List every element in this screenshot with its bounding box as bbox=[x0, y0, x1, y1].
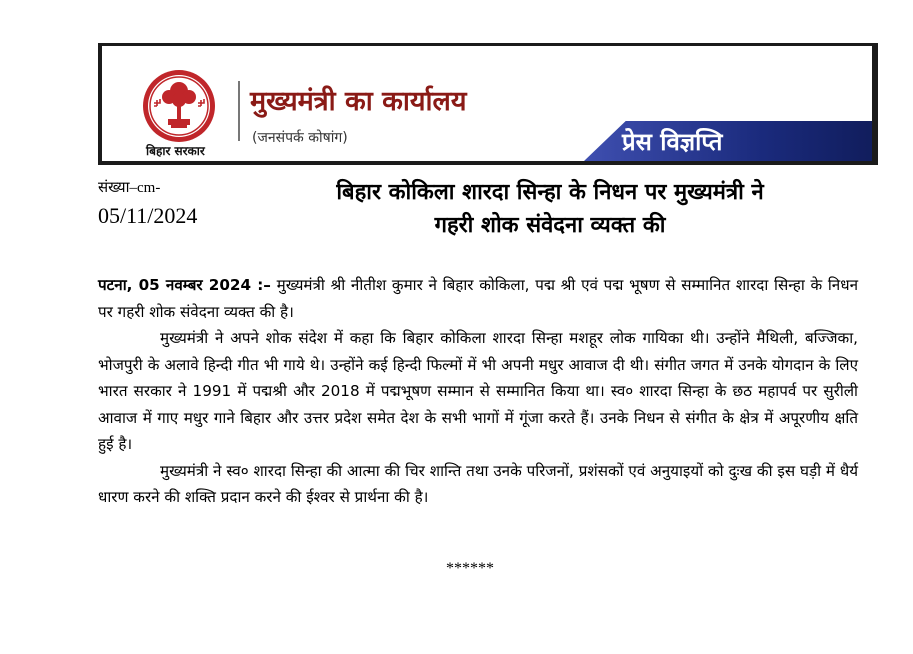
press-release-label: प्रेस विज्ञप्ति bbox=[622, 128, 723, 156]
press-release-body bbox=[98, 272, 858, 511]
headline-line-2: गहरी शोक संवेदना व्यक्त की bbox=[434, 213, 666, 238]
paragraph-1 bbox=[98, 272, 858, 325]
place-date: पटना, 05 नवम्बर 2024 :– bbox=[98, 276, 271, 294]
paragraph-2: मुख्यमंत्री ने अपने शोक संदेश में कहा कि बिहार कोकिला शारदा सिन्हा मशहूर लोक गायिका थी। उन्होंने मैथिली, बज्जिका, भोजपुरी के अलावे हिन्दी गीत भी गाये थे। उन्होंने कई हिन्दी फिल्मों में भी अपनी मधुर आवाज दी थी। संगीत जगत में उनके योगदान के लिए भारत सरकार ने 1991 में पद्मश्री और 2018 में पद्मभूषण सम्मान से सम्मानित किया था। स्व० शारदा सिन्हा के छठ महापर्व पर सुरीली आवाज में गाए मधुर गाने बिहार और उत्तर प्रदेश समेत देश के सभी भागों में गूंजा करते हैं। उनके निधन से संगीत के क्षेत्र में अपूरणीय क्षति हुई है। bbox=[98, 329, 858, 453]
header-divider bbox=[238, 81, 240, 141]
paragraph-3: मुख्यमंत्री ने स्व० शारदा सिन्हा की आत्मा की चिर शान्ति तथा उनके परिजनों, प्रशंसकों एवं अनुयाइयों को दुःख की इस घड़ी में धैर्य धारण करने की शक्ति प्रदान करने की ईश्वर से प्रार्थना की है। bbox=[98, 461, 858, 506]
headline bbox=[240, 176, 860, 242]
headline-line-1: बिहार कोकिला शारदा सिन्हा के निधन पर मुख्यमंत्री ने bbox=[336, 180, 764, 205]
header-banner bbox=[98, 43, 878, 165]
logo-caption: बिहार सरकार bbox=[146, 144, 205, 158]
end-mark: ****** bbox=[446, 560, 494, 577]
office-subtitle: (जनसंपर्क कोषांग) bbox=[252, 130, 348, 146]
office-title: मुख्यमंत्री का कार्यालय bbox=[250, 86, 467, 117]
reference-number: संख्या–cm- bbox=[98, 180, 161, 196]
reference-date: 05/11/2024 bbox=[98, 203, 198, 228]
banner-top-stripe bbox=[102, 43, 872, 46]
paragraph-1-text: मुख्यमंत्री श्री नीतीश कुमार ने बिहार कोकिला, पद्म श्री एवं पद्म भूषण से सम्मानित शारदा सिन्हा के निधन पर गहरी शोक संवेदना व्यक्त की है। bbox=[98, 276, 859, 321]
bihar-government-emblem-icon bbox=[140, 67, 218, 145]
